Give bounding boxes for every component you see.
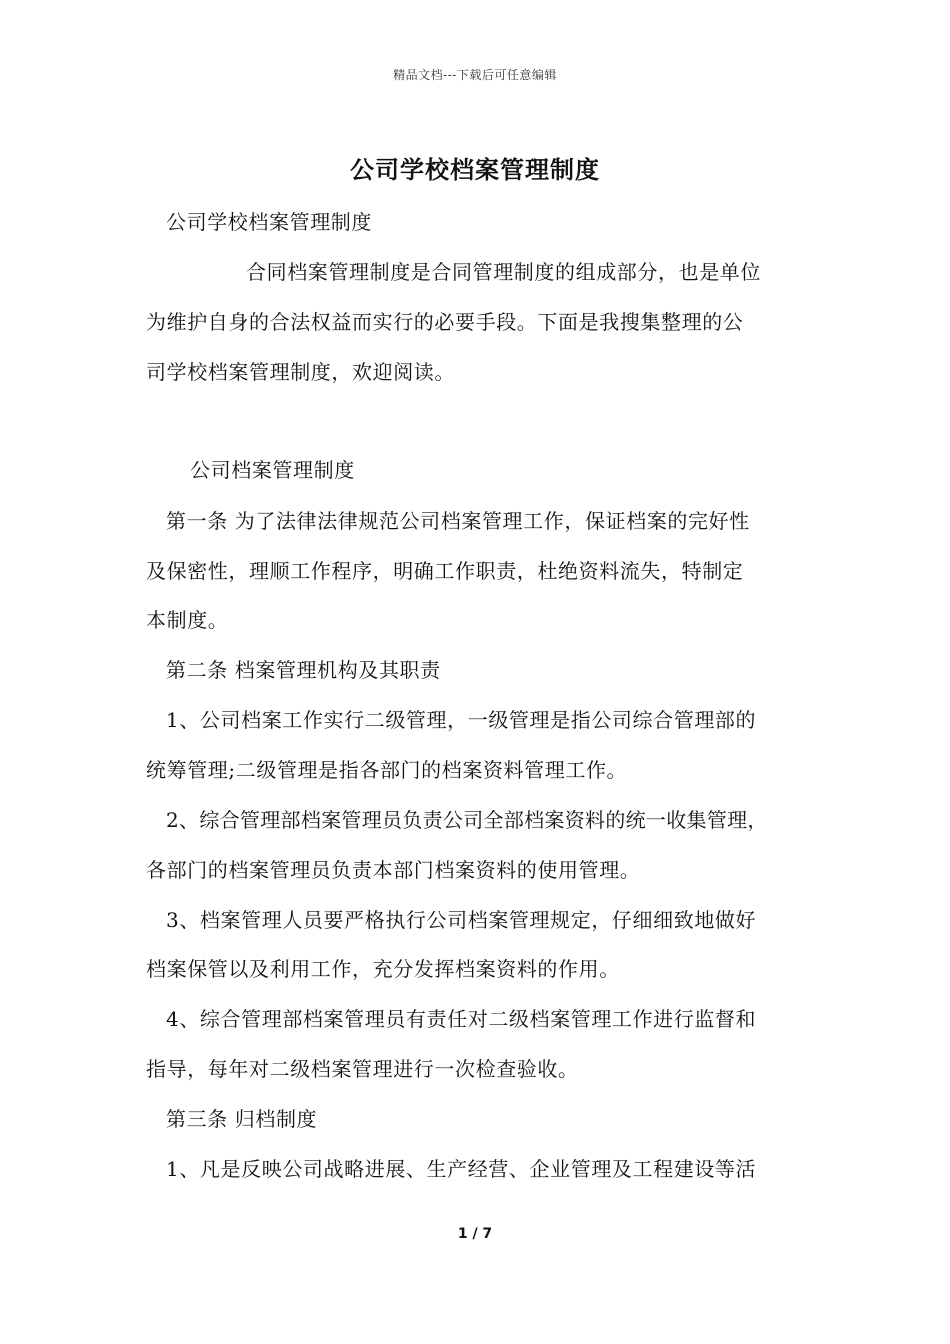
paragraph-line: 档案保管以及利用工作，充分发挥档案资料的作用。: [146, 957, 620, 981]
paragraph-line: 1、凡是反映公司战略进展、生产经营、企业管理及工程建设等活: [166, 1157, 757, 1181]
header-note: 精品文档---下载后可任意编辑: [393, 68, 557, 82]
section-heading: 公司档案管理制度: [190, 458, 355, 482]
paragraph-line: 本制度。: [146, 608, 229, 632]
document-title: 公司学校档案管理制度: [350, 155, 600, 184]
paragraph-line: 4、综合管理部档案管理员有责任对二级档案管理工作进行监督和: [166, 1007, 757, 1031]
article-heading: 第三条 归档制度: [166, 1107, 318, 1131]
paragraph-line: 各部门的档案管理员负责本部门档案资料的使用管理。: [146, 858, 641, 882]
paragraph-line: 第一条 为了法律法律规范公司档案管理工作，保证档案的完好性: [166, 509, 750, 533]
paragraph-line: 1、公司档案工作实行二级管理，一级管理是指公司综合管理部的: [166, 708, 757, 732]
paragraph-line: 统筹管理;二级管理是指各部门的档案资料管理工作。: [146, 758, 628, 782]
article-heading: 第二条 档案管理机构及其职责: [166, 658, 441, 682]
paragraph-line: 合同档案管理制度是合同管理制度的组成部分，也是单位: [246, 260, 761, 284]
paragraph-line: 指导，每年对二级档案管理进行一次检查验收。: [146, 1057, 579, 1081]
paragraph-line: 及保密性，理顺工作程序，明确工作职责，杜绝资料流失，特制定: [146, 559, 744, 583]
paragraph-line: 2、综合管理部档案管理员负责公司全部档案资料的统一收集管理，: [166, 808, 768, 832]
page-number: 1 / 7: [457, 1226, 493, 1242]
paragraph-line: 司学校档案管理制度，欢迎阅读。: [146, 360, 455, 384]
subtitle-line: 公司学校档案管理制度: [166, 210, 372, 234]
paragraph-line: 3、档案管理人员要严格执行公司档案管理规定，仔细细致地做好: [166, 908, 757, 932]
paragraph-line: 为维护自身的合法权益而实行的必要手段。下面是我搜集整理的公: [146, 310, 744, 334]
